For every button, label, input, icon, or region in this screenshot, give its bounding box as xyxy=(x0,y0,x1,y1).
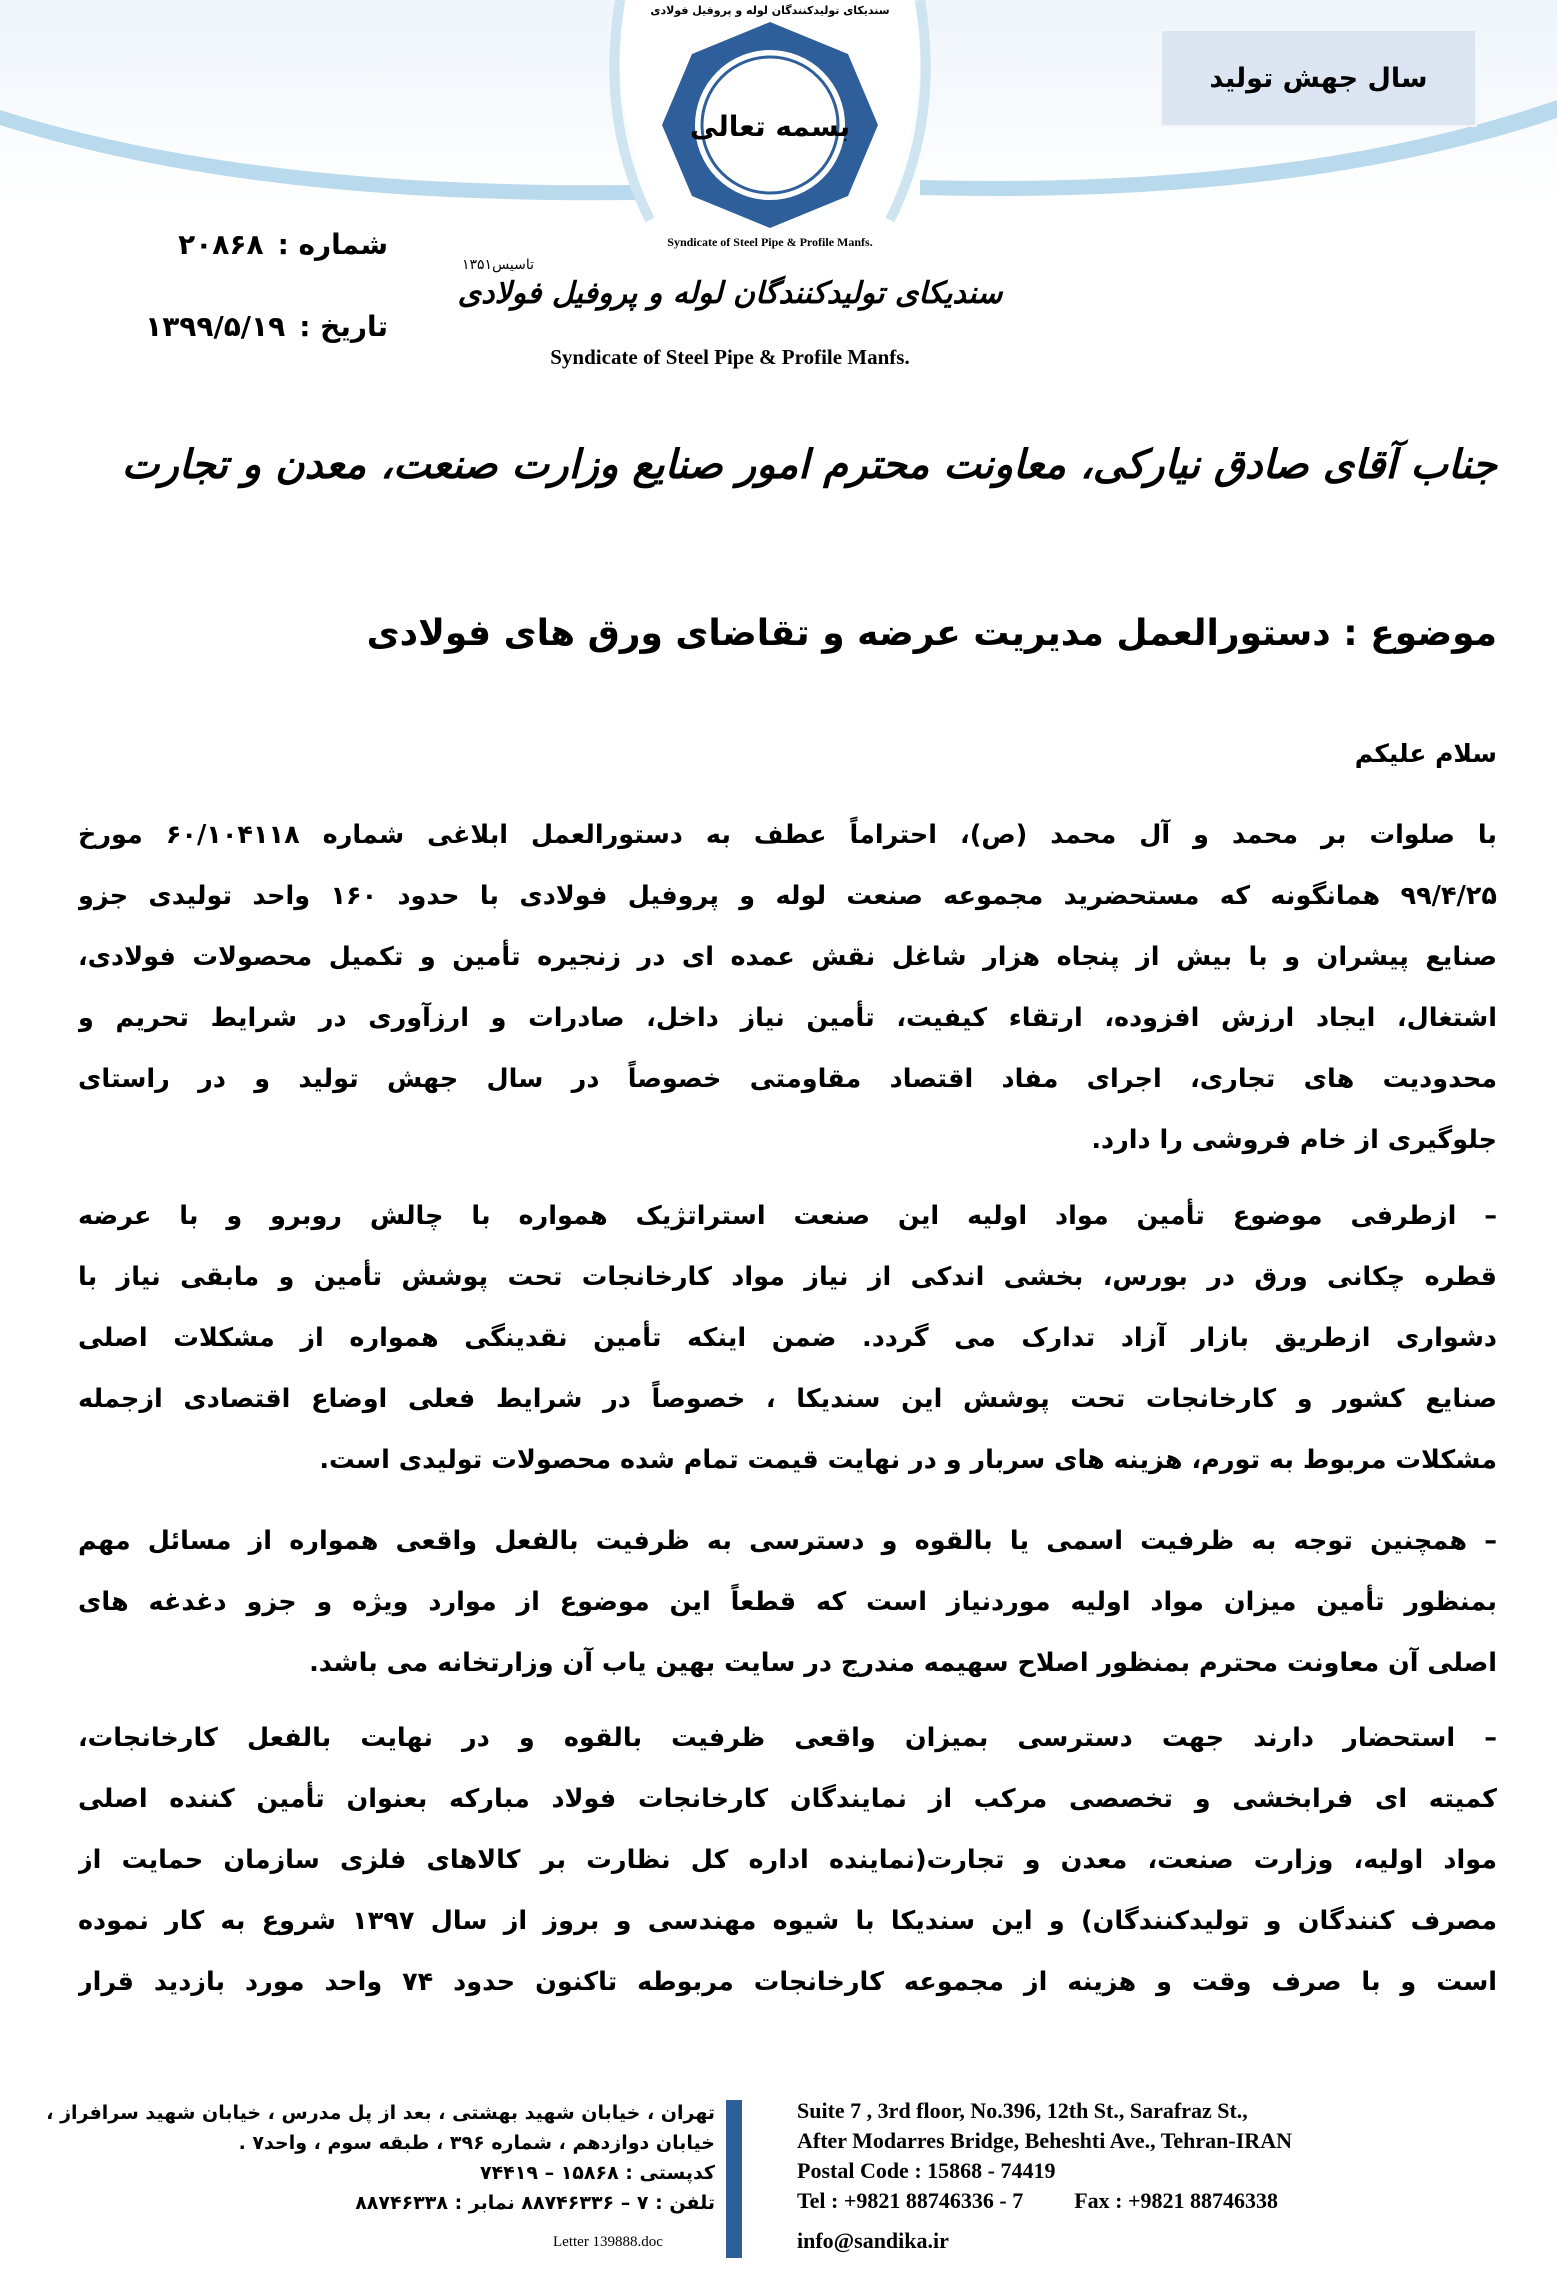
text-line: اصلی آن معاونت محترم بمنظور اصلاح سهیمه مندرج در سایت بهین یاب آن وزارتخانه می باشد. xyxy=(309,1648,1497,1678)
subject: موضوع : دستورالعمل مدیریت عرضه و تقاضای ورق های فولادی xyxy=(366,613,1497,654)
greeting: سلام علیکم xyxy=(1354,739,1497,768)
founded-year: تاسیس۱۳۵۱ xyxy=(462,257,535,273)
footer-en-line-2: After Modarres Bridge, Beheshti Ave., Tehran-IRAN xyxy=(797,2128,1292,2153)
text-line: – استحضار دارند جهت دسترسی بمیزان واقعی ظرفیت بالقوه و در نهایت بالفعل کارخانجات، xyxy=(78,1723,1497,1753)
text-line: صنایع کشور و کارخانجات تحت پوشش این سندیکا ، خصوصاً در شرایط فعلی اوضاع اقتصادی ازجمله xyxy=(78,1384,1497,1414)
text-line: ۹۹/۴/۲۵ همانگونه که مستحضرید مجموعه صنعت لوله و پروفیل فولادی با حدود ۱۶۰ واحد تولیدی جزو xyxy=(78,881,1497,911)
text-line: قطره چکانی ورق در بورس، بخشی اندکی از نیاز مواد کارخانجات تحت پوشش تأمین و مابقی نیاز با xyxy=(78,1262,1497,1292)
footer-fax: Fax : +9821 88746338 xyxy=(1074,2188,1279,2213)
text-line: مواد اولیه، وزارت صنعت، معدن و تجارت(نماینده اداره کل نظارت بر کالاهای فلزی سازمان حمایت از xyxy=(78,1845,1497,1875)
text-line: – ازطرفی موضوع تأمین مواد اولیه این صنعت استراتژیک همواره با چالش روبرو و با عرضه xyxy=(78,1201,1497,1231)
motto-text: سال جهش تولید xyxy=(1209,62,1428,94)
org-name-fa: سندیکای تولیدکنندگان لوله و پروفیل فولادی xyxy=(457,276,1003,311)
text-line: – همچنین توجه به ظرفیت اسمی یا بالقوه و دسترسی به ظرفیت بالفعل واقعی همواره از مسائل مهم xyxy=(78,1526,1497,1556)
footer-email[interactable]: info@sandika.ir xyxy=(797,2228,949,2253)
addressee: جناب آقای صادق نیارکی، معاونت محترم امور صنایع وزارت صنعت، معدن و تجارت xyxy=(121,442,1497,488)
footer-postal-code: Postal Code : 15868 - 74419 xyxy=(797,2158,1056,2183)
text-line: با صلوات بر محمد و آل محمد (ص)، احتراماً عطف به دستورالعمل ابلاغی شماره ۶۰/۱۰۴۱۱۸ مورخ xyxy=(78,820,1497,850)
document-name: Letter 139888.doc xyxy=(553,2234,663,2250)
logo-ring-text-en: Syndicate of Steel Pipe & Profile Manfs. xyxy=(667,235,873,249)
text-line: است و با صرف وقت و هزینه از مجموعه کارخانجات مربوطه تاکنون حدود ۷۴ واحد مورد بازدید قرار xyxy=(78,1967,1497,1997)
org-name-en: Syndicate of Steel Pipe & Profile Manfs. xyxy=(550,345,910,369)
text-line: مصرف کنندگان و تولیدکنندگان) و این سندیکا با شیوه مهندسی و بروز از سال ۱۳۹۷ شروع به کار نموده xyxy=(78,1906,1497,1936)
logo-ring-text-fa: سندیکای تولیدکنندگان لوله و پروفیل فولادی xyxy=(650,4,890,17)
footer-address-fa xyxy=(46,2098,715,2218)
footer-phone-fax xyxy=(797,2186,1292,2216)
text-line: دشواری ازطریق بازار آزاد تدارک می گردد. ضمن اینکه تأمین نقدینگی همواره از مشکلات اصلی xyxy=(78,1323,1497,1353)
text-line: مشکلات مربوط به تورم، هزینه های سربار و در نهایت قیمت تمام شده محصولات تولیدی است. xyxy=(319,1445,1497,1475)
motto-box xyxy=(1160,29,1477,127)
footer-fa-line: خیابان دوازدهم ، شماره ۳۹۶ ، طبقه سوم ، واحد۷ . xyxy=(238,2132,715,2154)
paragraph-4 xyxy=(78,1708,1497,2013)
syndicate-logo xyxy=(620,0,920,256)
footer-tel: Tel : +9821 88746336 - 7 xyxy=(797,2188,1024,2213)
text-line: محدودیت های تجاری، اجرای مفاد اقتصاد مقاومتی خصوصاً در سال جهش تولید و در راستای xyxy=(78,1064,1497,1094)
logo-center-text: بسمه تعالی xyxy=(689,110,851,143)
paragraph-2 xyxy=(78,1186,1497,1491)
letter-date xyxy=(78,310,388,344)
text-line: صنایع پیشران و با بیش از پنجاه هزار شاغل نقش عمده ای در زنجیره تأمین و تکمیل محصولات فولادی، xyxy=(78,942,1497,972)
text-line: بمنظور تأمین میزان مواد اولیه موردنیاز است که قطعاً این موضوع از موارد ویژه و جزو دغدغه های xyxy=(78,1587,1497,1617)
footer-address-en xyxy=(797,2096,1292,2256)
number-label: شماره : xyxy=(277,228,388,261)
date-label: تاریخ : xyxy=(299,310,388,343)
text-line: جلوگیری از خام فروشی را دارد. xyxy=(1091,1125,1497,1155)
footer-en-line-1: Suite 7 , 3rd floor, No.396, 12th St., Sarafraz St., xyxy=(797,2098,1248,2123)
paragraph-1 xyxy=(78,805,1497,1171)
letter-number xyxy=(78,228,388,262)
footer-fa-line: تهران ، خیابان شهید بهشتی ، بعد از پل مدرس ، خیابان شهید سرافراز ، xyxy=(46,2102,715,2124)
paragraph-3 xyxy=(78,1511,1497,1694)
date-value: ۱۳۹۹/۵/۱۹ xyxy=(145,310,286,343)
number-value: ۲۰۸۶۸ xyxy=(178,228,264,261)
footer-fa-line: کدپستی : ۱۵۸۶۸ – ۷۴۴۱۹ xyxy=(479,2162,715,2184)
footer-fa-line: تلفن : ۷ – ۸۸۷۴۶۳۳۶ نمابر : ۸۸۷۴۶۳۳۸ xyxy=(355,2192,715,2214)
footer-divider xyxy=(726,2100,742,2258)
text-line: اشتغال، ایجاد ارزش افزوده، ارتقاء کیفیت، تأمین نیاز داخل، صادرات و ارزآوری در شرایط تحریم و xyxy=(78,1003,1497,1033)
text-line: کمیته ای فرابخشی و تخصصی مرکب از نمایندگان کارخانجات فولاد مبارکه بعنوان تأمین کننده اصلی xyxy=(78,1784,1497,1814)
